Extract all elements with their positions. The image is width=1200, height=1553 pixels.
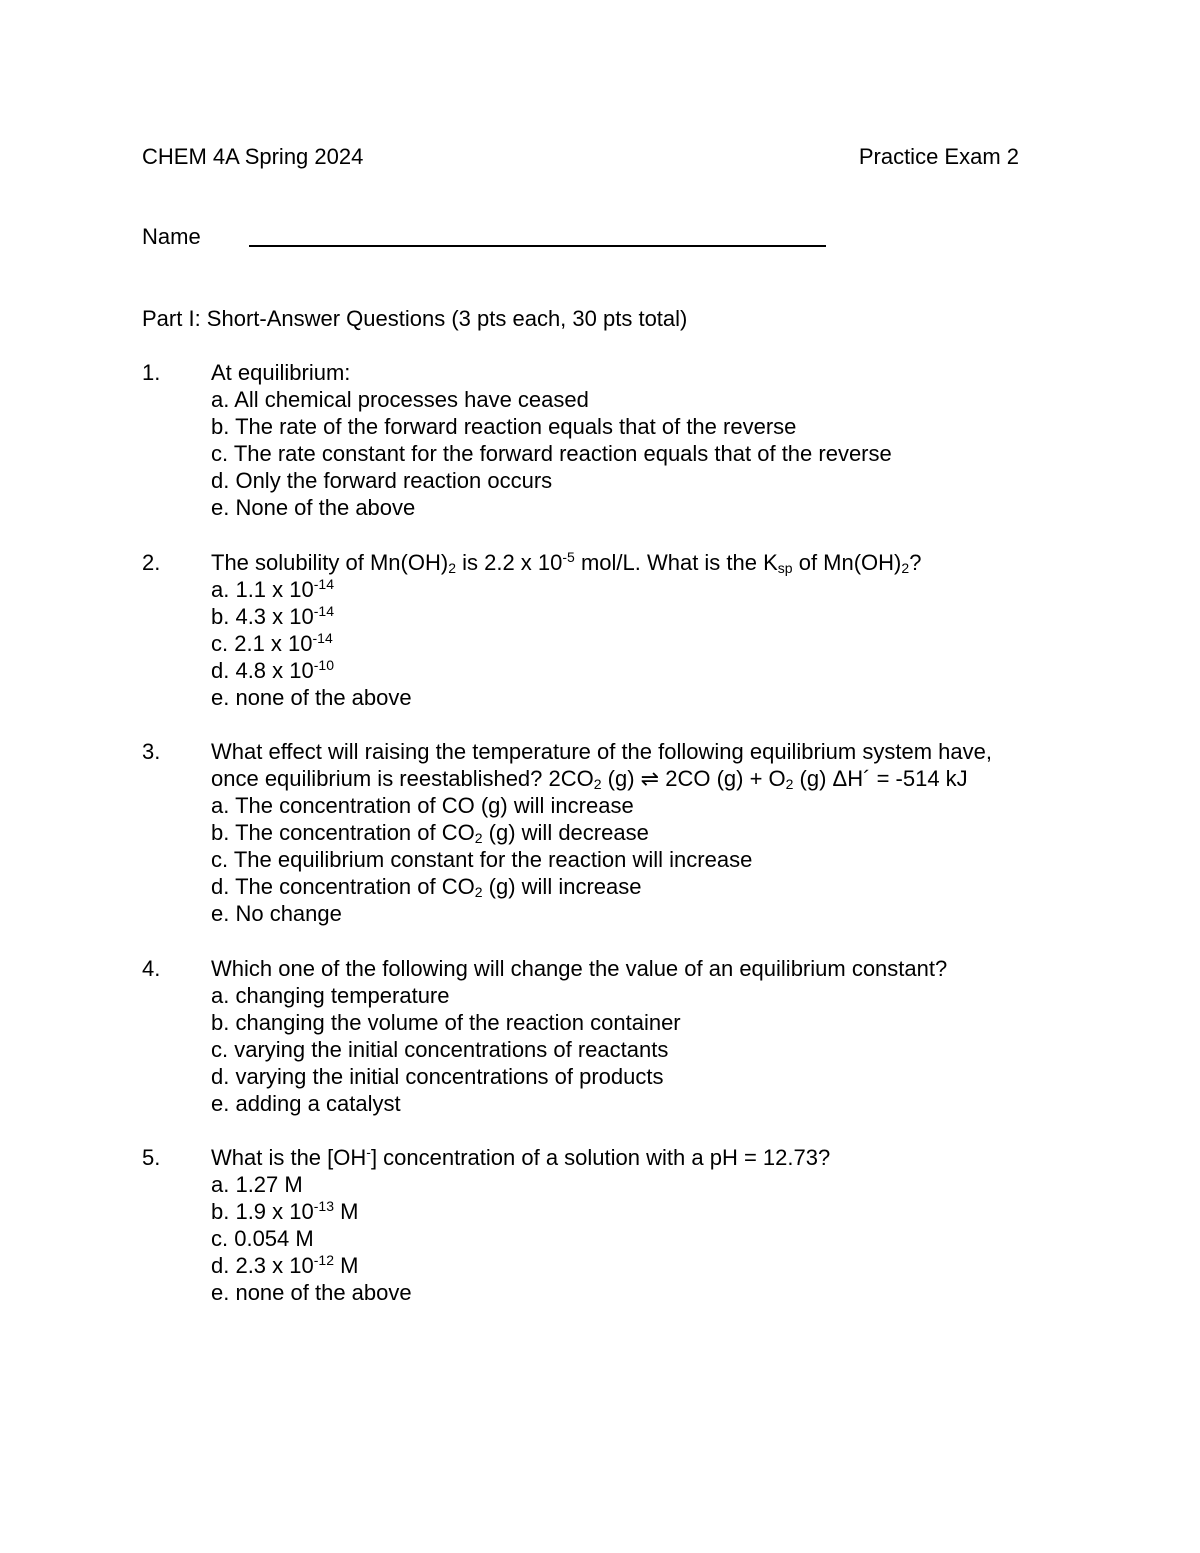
option-b: b. The concentration of $CO_2$ (g) will decrease <box>211 820 649 846</box>
option-d: d. 4.8 x $10^{-10}$ <box>211 657 334 683</box>
exam-title: Practice Exam 2 <box>858 144 1019 169</box>
option-b: b. The rate of the forward reaction equals that of the reverse <box>211 414 797 439</box>
question-stem: At equilibrium: <box>211 360 351 385</box>
option-e: e. None of the above <box>211 495 416 520</box>
option-e: e. No change <box>211 901 342 926</box>
option-d: d. The concentration of $CO_2$ (g) will increase <box>211 874 642 900</box>
question-stem-line-1: What effect will raising the temperature of the following equilibrium system have, <box>211 739 992 764</box>
name-blank-line <box>249 245 826 247</box>
option-d: d. Only the forward reaction occurs <box>211 468 553 493</box>
option-e: e. adding a catalyst <box>211 1091 401 1116</box>
option-b: b. 1.9 x $10^{-13}$ M <box>211 1198 359 1224</box>
question-stem: Which one of the following will change the value of an equilibrium constant? <box>211 956 948 981</box>
option-e: e. none of the above <box>211 685 412 710</box>
option-c: c. 0.054 M <box>211 1226 314 1251</box>
option-c: c. The equilibrium constant for the reaction will increase <box>211 847 753 872</box>
option-a: a. changing temperature <box>211 983 450 1008</box>
option-a: a. All chemical processes have ceased <box>211 387 589 412</box>
option-a: a. The concentration of CO (g) will increase <box>211 793 634 818</box>
question-stem: What is the [OH-] concentration of a solution with a pH = 12.73? <box>211 1144 831 1170</box>
option-b: b. 4.3 x $10^{-14}$ <box>211 603 334 629</box>
option-c: c. varying the initial concentrations of reactants <box>211 1037 669 1062</box>
option-c: c. 2.1 x $10^{-14}$ <box>211 630 333 656</box>
option-a: a. 1.1 x $10^{-14}$ <box>211 576 334 602</box>
option-a: a. 1.27 M <box>211 1172 303 1197</box>
option-d: d. 2.3 x $10^{-12}$ M <box>211 1252 359 1278</box>
question-number: 4. <box>142 956 161 981</box>
question-number: 2. <box>142 550 161 575</box>
course-title: CHEM 4A Spring 2024 <box>142 144 364 169</box>
name-label: Name <box>142 224 201 249</box>
question-number: 5. <box>142 1145 161 1170</box>
question-stem: The solubility of $Mn(OH)_2$ is 2.2 x $10^{-5}$ mol/L. What is the $K_{sp}$ of $Mn(OH)_2$? <box>211 549 922 576</box>
option-c: c. The rate constant for the forward reaction equals that of the reverse <box>211 441 892 466</box>
question-stem-line-2: once equilibrium is reestablished? $2CO_2$ (g) ⇌ 2CO $(g) + O_2$ (g) ΔH´ = -514 kJ <box>211 766 968 792</box>
option-b: b. changing the volume of the reaction container <box>211 1010 681 1035</box>
part-title: Part I: Short-Answer Questions (3 pts each, 30 pts total) <box>142 306 688 331</box>
question-number: 3. <box>142 739 161 764</box>
question-number: 1. <box>142 360 161 385</box>
option-d: d. varying the initial concentrations of products <box>211 1064 664 1089</box>
option-e: e. none of the above <box>211 1280 412 1305</box>
